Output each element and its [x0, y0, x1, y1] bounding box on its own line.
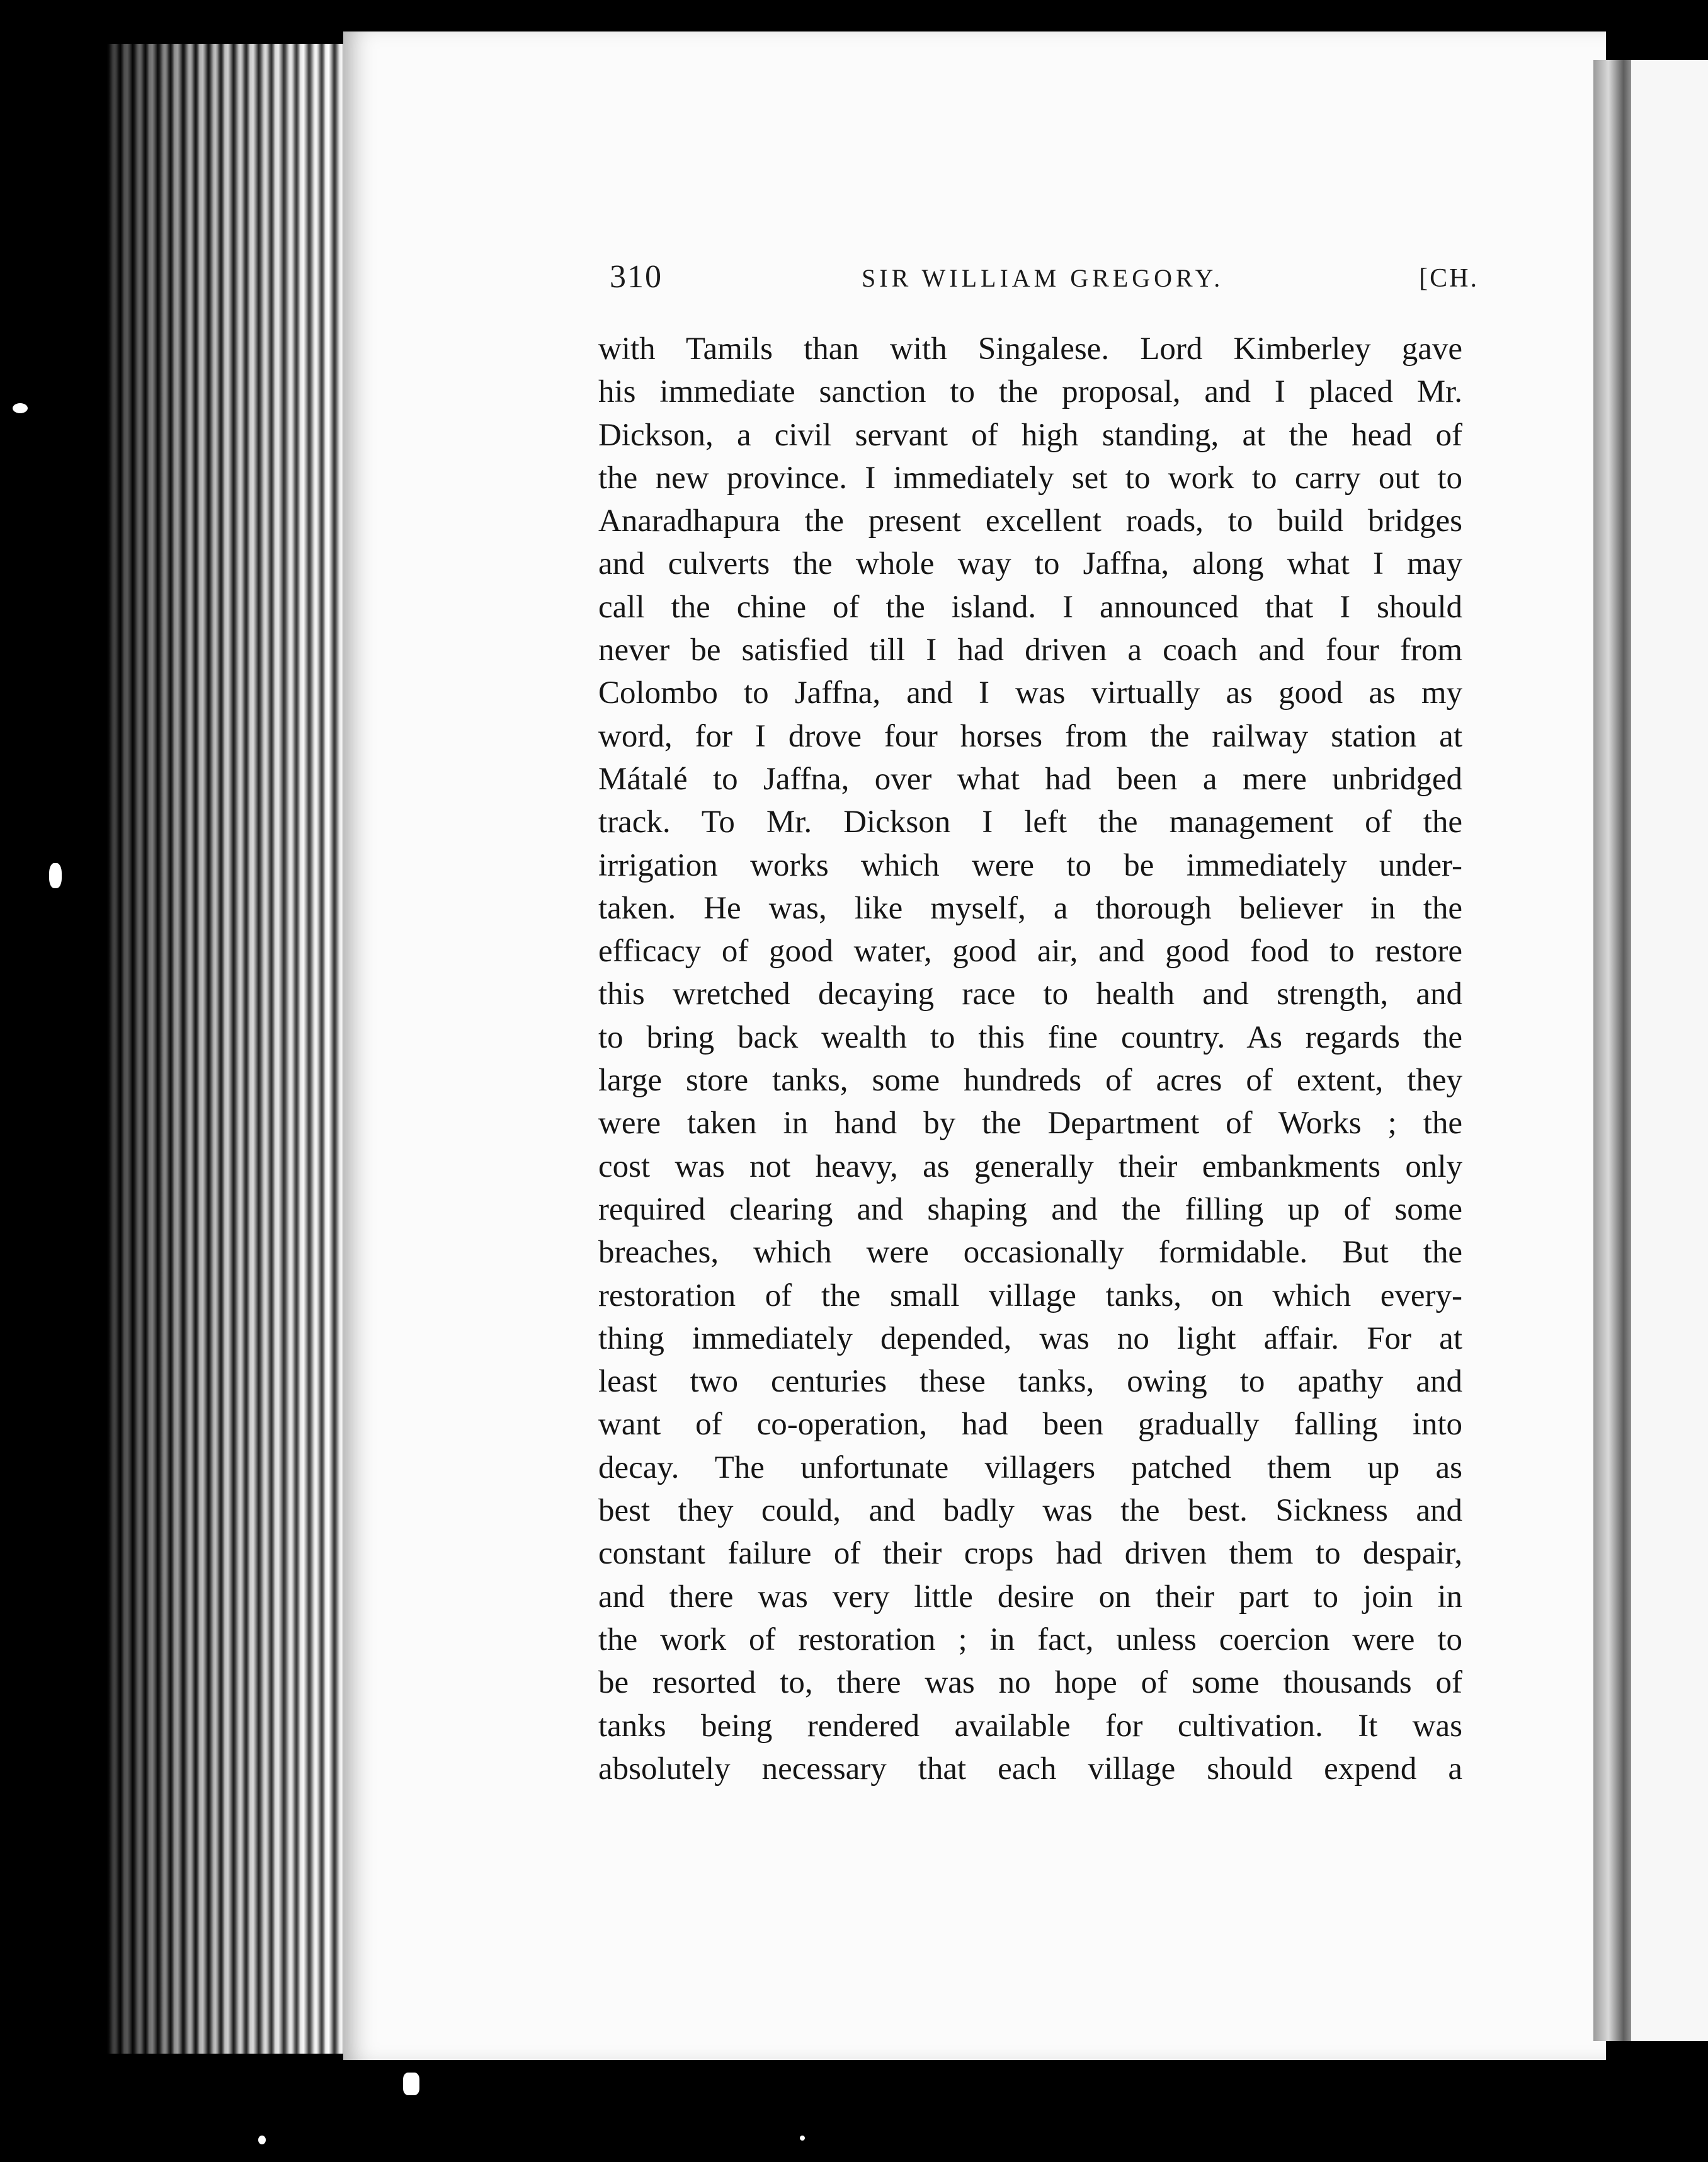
facing-page-strip: [1631, 60, 1708, 2041]
text-line: and there was very little desire on their part to join in: [598, 1579, 1462, 1615]
text-line: with Tamils than with Singalese. Lord Kimberley gave: [598, 331, 1462, 367]
chapter-reference: [CH.: [1419, 264, 1479, 293]
text-line: were taken in hand by the Department of Works ; the: [598, 1106, 1462, 1141]
text-line: never be satisfied till I had driven a coach and four from: [598, 632, 1462, 668]
page-number: 310: [610, 259, 663, 295]
scan-speck: [258, 2136, 266, 2144]
scan-speck: [403, 2073, 419, 2095]
text-line: the new province. I immediately set to work to carry out to: [598, 460, 1462, 496]
text-line: least two centuries these tanks, owing to apathy and: [598, 1364, 1462, 1400]
scan-speck: [800, 2136, 805, 2141]
text-line: Dickson, a civil servant of high standing, at the head of: [598, 417, 1462, 453]
text-line: be resorted to, there was no hope of some thousands of: [598, 1665, 1462, 1701]
text-line: call the chine of the island. I announced that I should: [598, 589, 1462, 625]
text-line: best they could, and badly was the best. Sickness and: [598, 1493, 1462, 1529]
text-line: breaches, which were occasionally formidable. But the: [598, 1235, 1462, 1271]
text-line: want of co-operation, had been gradually falling into: [598, 1407, 1462, 1443]
scan-speck: [49, 863, 62, 888]
scan-speck: [13, 403, 28, 413]
text-line: absolutely necessary that each village should expend a: [598, 1751, 1462, 1787]
text-line: irrigation works which were to be immediately under-: [598, 847, 1462, 883]
text-line: Mátalé to Jaffna, over what had been a mere unbridged: [598, 761, 1462, 797]
text-line: this wretched decaying race to health and strength, and: [598, 976, 1462, 1012]
body-text: [598, 328, 1462, 1790]
text-line: tanks being rendered available for cultivation. It was: [598, 1708, 1462, 1744]
text-line: decay. The unfortunate villagers patched them up as: [598, 1450, 1462, 1485]
text-line: required clearing and shaping and the filling up of some: [598, 1191, 1462, 1227]
text-line: thing immediately depended, was no light affair. For at: [598, 1320, 1462, 1356]
text-line: the work of restoration ; in fact, unless coercion were to: [598, 1622, 1462, 1657]
text-line: and culverts the whole way to Jaffna, along what I may: [598, 546, 1462, 582]
text-line: Anaradhapura the present excellent roads, to build bridges: [598, 503, 1462, 539]
text-line: track. To Mr. Dickson I left the management of the: [598, 804, 1462, 840]
text-line: taken. He was, like myself, a thorough believer in the: [598, 890, 1462, 926]
text-line: restoration of the small village tanks, on which every-: [598, 1278, 1462, 1313]
text-line: to bring back wealth to this fine country. As regards the: [598, 1019, 1462, 1055]
running-head: [610, 258, 1479, 302]
text-line: efficacy of good water, good air, and good food to restore: [598, 934, 1462, 969]
running-title: SIR WILLIAM GREGORY.: [862, 264, 1224, 292]
text-line: Colombo to Jaffna, and I was virtually as good as my: [598, 675, 1462, 711]
text-line: large store tanks, some hundreds of acres of extent, they: [598, 1063, 1462, 1099]
text-line: constant failure of their crops had driven them to despair,: [598, 1536, 1462, 1572]
text-line: his immediate sanction to the proposal, and I placed Mr.: [598, 374, 1462, 410]
text-line: word, for I drove four horses from the railway station at: [598, 718, 1462, 754]
book-page-edges: [107, 44, 372, 2054]
text-line: cost was not heavy, as generally their embankments only: [598, 1148, 1462, 1184]
